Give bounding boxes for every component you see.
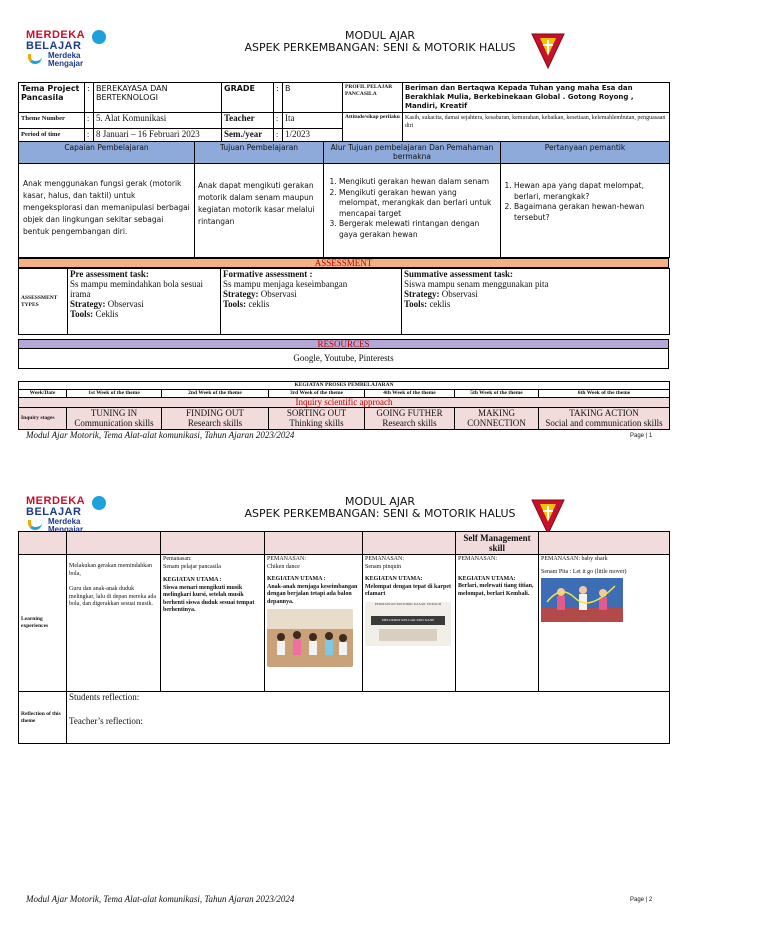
logo-line-3: Merdeka (48, 51, 81, 60)
pre-text: Ss mampu memindahkan bola sesuai irama (70, 279, 203, 299)
module-subtitle: ASPEK PERKEMBANGAN: SENI & MOTORIK HALUS (244, 507, 516, 520)
stage-skill: Research skills (382, 418, 437, 428)
assessment-types-label: ASSESSMENT TYPES (19, 269, 68, 335)
grade-value: B (283, 83, 343, 113)
sum-tools: ceklis (427, 299, 451, 309)
logo-line-3: Merdeka (48, 517, 81, 526)
capaian-text: Anak menggunakan fungsi gerak (motorik kasar, halus, dan taktil) untuk mengeksplorasi dan memanipulasi berbagai objek dan lingkungan sekitar sebagai bentuk pengembangan diri. (19, 164, 195, 258)
week-header: 6th Week of the theme (539, 390, 670, 398)
colon: : (274, 83, 283, 113)
empty-cell (539, 532, 670, 555)
resources-bar: RESOURCES (18, 339, 669, 349)
week3-cell (265, 555, 363, 692)
week1-cell (67, 555, 161, 692)
reflection-cell (67, 692, 670, 744)
profil-value: Beriman dan Bertaqwa Kepada Tuhan yang maha Esa dan Berakhlak Mulia, Berkebinekaan Global . Gotong Royong , Mandiri, Kreatif (403, 83, 670, 113)
alur-item: 1. Mengikuti gerakan hewan dalam senam (339, 177, 497, 188)
week2-cell (161, 555, 265, 692)
summative-assessment (402, 269, 670, 335)
self-management-header: Self Management skill (456, 532, 539, 555)
logo-line-4: Mengajar (48, 525, 84, 534)
colon: : (85, 129, 94, 145)
week-header: 4th Week of the theme (365, 390, 455, 398)
week1-text-a: Melakukan gerakan memindahkan bola, (69, 563, 152, 577)
formative-assessment (221, 269, 402, 335)
week4-warm: PEMANASAN: (365, 556, 405, 562)
learning-experiences-table (18, 531, 670, 744)
empty-cell (19, 532, 67, 555)
week6-cell (539, 555, 670, 692)
stage-skill: Communication skills (74, 418, 154, 428)
merdeka-belajar-logo (26, 496, 118, 532)
pre-assessment (68, 269, 221, 335)
attitude-value: Kasih, sukacita, damai sejahtera, kesabaran, kemurahan, kebaikan, kesetiaan, kelemahlembutan, penguasaan diri (403, 113, 670, 145)
process-title: KEGIATAN PROSES PEMBELAJARAN (19, 382, 670, 390)
week4-cell (363, 555, 456, 692)
sem-label: Sem./year (222, 129, 274, 145)
teacher-reflection: Teacher’s reflection: (69, 716, 143, 726)
inquiry-bar: Inquiry scientific approach (19, 398, 670, 408)
footer-text: Modul Ajar Motorik, Tema Alat-alat komunikasi, Tahun Ajaran 2023/2024 (26, 894, 295, 904)
week-header: 1st Week of the theme (67, 390, 162, 398)
logo-line-4: Mengajar (48, 59, 84, 68)
stage-name: MAKING (478, 408, 515, 418)
children-balance-photo (267, 609, 353, 667)
tema-value: BEREKAYASA DAN BERTEKNOLOGI (94, 83, 222, 113)
resources-text: Google, Youtube, Pinterests (18, 349, 669, 369)
capaian-header: Capaian Pembelajaran (19, 142, 195, 164)
sum-title: Summative assessment task: (404, 269, 513, 279)
stage-cell (162, 408, 269, 430)
sum-strategy: Observasi (439, 289, 478, 299)
pre-tools-label: Tools: (70, 309, 94, 319)
pre-strategy-label: Strategy: (70, 299, 106, 309)
alur-list (324, 164, 501, 258)
week-header: 2nd Week of the theme (162, 390, 269, 398)
stage-cell (365, 408, 455, 430)
stage-cell (269, 408, 365, 430)
stage-cell (455, 408, 539, 430)
pertanyaan-item: 1. Hewan apa yang dapat melompat, berlari, merangkak? (514, 181, 666, 202)
inquiry-stages-label: Inquiry stages (19, 408, 67, 430)
logo-swoosh-icon (28, 520, 42, 530)
footer-text: Modul Ajar Motorik, Tema Alat-alat komunikasi, Tahun Ajaran 2023/2024 (26, 430, 295, 440)
week5-main-label: KEGIATAN UTAMA: (458, 575, 516, 582)
week2-main-text: Siswa menari mengikuti musik melingkari kursi, setelah musik berhenti siswa duduk sesuai tempat berhentinya. (163, 584, 255, 613)
form-tools: ceklis (246, 299, 270, 309)
form-text: Ss mampu menjaga keseimbangan (223, 279, 348, 289)
sum-text: Siswa mampu senam menggunakan pita (404, 279, 549, 289)
alur-item: 3. Bergerak melewati rintangan dengan gaya gerakan hewan (339, 219, 497, 240)
logo-line-1: MERDEKA (26, 29, 86, 41)
sum-strategy-label: Strategy: (404, 289, 440, 299)
photo-sign: MELOMPAT KELUAR KIRI KANE (371, 616, 445, 625)
learning-experiences-label: Learning experiences (19, 555, 67, 692)
colon: : (274, 113, 283, 129)
week-header: 5th Week of the theme (455, 390, 539, 398)
week6-warm: PEMANASAN: baby shark (541, 556, 608, 562)
week2-main-label: KEGIATAN UTAMA : (163, 577, 222, 583)
assessment-table (18, 268, 670, 335)
week5-cell (456, 555, 539, 692)
week4-main-text: Melompat dengan tepat di karpet efamart (365, 583, 451, 597)
period-value: 8 Januari – 16 Februari 2023 (94, 129, 222, 145)
form-strategy: Observasi (258, 289, 297, 299)
stage-skill: Thinking skills (289, 418, 344, 428)
assessment-bar: ASSESSMENT (18, 258, 669, 268)
theme-number-value: 5. Alat Komunikasi (94, 113, 222, 129)
week3-main-label: KEGIATAN UTAMA : (267, 576, 326, 582)
theme-number-label: Theme Number (19, 113, 85, 129)
form-title: Formative assessment : (223, 269, 313, 279)
stage-name: FINDING OUT (186, 408, 244, 418)
tujuan-header: Tujuan Pembelajaran (195, 142, 324, 164)
jumping-mat-photo (365, 602, 451, 646)
logo-swoosh-icon (28, 54, 42, 64)
stage-cell (539, 408, 670, 430)
pre-title: Pre assessment task: (70, 269, 149, 279)
logo-line-2: BELAJAR (26, 40, 82, 52)
logo-line-1: MERDEKA (26, 495, 86, 507)
pertanyaan-list (501, 164, 670, 258)
colon: : (274, 129, 283, 145)
logo-emblem-icon (92, 30, 106, 44)
module-subtitle: ASPEK PERKEMBANGAN: SENI & MOTORIK HALUS (244, 41, 516, 54)
photo-caption: PERMAINAN MOTORIK KASAR TK/PAUD (374, 601, 442, 606)
teacher-value: Ita (283, 113, 343, 129)
week2-warm-text: Senam pelajar pancasila (163, 563, 221, 570)
learning-table (18, 141, 670, 258)
empty-cell (363, 532, 456, 555)
teacher-label: Teacher (222, 113, 274, 129)
module-title: MODUL AJAR (344, 495, 416, 508)
reflection-label: Reflection of this theme (19, 692, 67, 744)
photo-mat (379, 629, 437, 641)
empty-cell (67, 532, 161, 555)
stage-name: GOING FUTHER (376, 408, 443, 418)
page-2 (0, 466, 768, 932)
stage-skill: Social and communication skills (545, 418, 663, 428)
pre-strategy: Observasi (105, 299, 144, 309)
week1-text-b: Guru dan anak-anak duduk melingkar, lalu di depan mereka ada bola, dan digerakkan sesuai musik. (69, 586, 157, 607)
pertanyaan-item: 2. Bagaimana gerakan hewan-hewan tersebut? (514, 202, 666, 223)
alur-item: 2. Mengikuti gerakan hewan yang melompat, merangkak dan berlari untuk mencapai target (339, 188, 497, 220)
school-shield-icon (530, 496, 566, 536)
stage-skill: Research skills (187, 418, 243, 428)
stage-name: SORTING OUT (286, 408, 347, 418)
grade-label: GRADE (222, 83, 274, 113)
page-number: Page | 2 (630, 897, 653, 903)
alur-header: Alur Tujuan pembelajaran Dan Pemahaman bermakna (324, 142, 501, 164)
stage-cell (67, 408, 162, 430)
tujuan-text: Anak dapat mengikuti gerakan motorik dalam senam maupun kegiatan motorik kasar melalui rintangan (195, 164, 324, 258)
period-label: Period of time (19, 129, 85, 145)
week4-warm-text: Senam pinquin (365, 563, 402, 570)
process-table (18, 381, 670, 430)
logo-line-2: BELAJAR (26, 506, 82, 518)
tema-label: Tema Project Pancasila (19, 83, 85, 113)
week2-warm: Pemanasan: (163, 556, 192, 562)
logo-emblem-icon (92, 496, 106, 510)
colon: : (85, 83, 94, 113)
students-reflection: Students reflection: (69, 692, 140, 702)
week4-main-label: KEGIATAN UTAMA: (365, 576, 423, 582)
week5-warm: PEMANASAN: (458, 556, 498, 562)
empty-cell (265, 532, 363, 555)
pertanyaan-header: Pertanyaan pemantik (501, 142, 670, 164)
stage-name: TAKING ACTION (569, 408, 639, 418)
pre-tools: Ceklis (93, 309, 119, 319)
form-tools-label: Tools: (223, 299, 247, 309)
week5-main-text: Berlari, melewati tiang titian, melompat, berlari Kembali. (458, 583, 534, 597)
stage-skill: CONNECTION (467, 418, 526, 428)
colon: : (85, 113, 94, 129)
page-number: Page | 1 (630, 433, 653, 439)
week6-warm-text: Senam Pita : Let it go (little mover) (541, 568, 627, 575)
week3-main-text: Anak-anak menjaga keseimbangan dengan berjalan tetapi ada balon depannya. (267, 583, 358, 605)
stage-name: TUNING IN (90, 408, 138, 418)
module-title: MODUL AJAR (344, 29, 416, 42)
school-shield-icon (530, 30, 566, 70)
week3-warm-text: Chiken dance (267, 563, 300, 570)
merdeka-belajar-logo (26, 30, 118, 66)
sem-value: 1/2023 (283, 129, 343, 145)
week-date-label: Week/Date (19, 390, 67, 398)
week-header: 3rd Week of the theme (269, 390, 365, 398)
form-strategy-label: Strategy: (223, 289, 259, 299)
info-table (18, 82, 670, 145)
empty-cell (161, 532, 265, 555)
attitude-label: Attitude/sikap perilaku (343, 113, 403, 145)
profil-label: PROFIL PELAJAR PANCASILA (343, 83, 403, 113)
week3-warm: PEMANASAN: (267, 556, 307, 562)
sum-tools-label: Tools: (404, 299, 428, 309)
ribbon-dance-photo (541, 578, 623, 622)
